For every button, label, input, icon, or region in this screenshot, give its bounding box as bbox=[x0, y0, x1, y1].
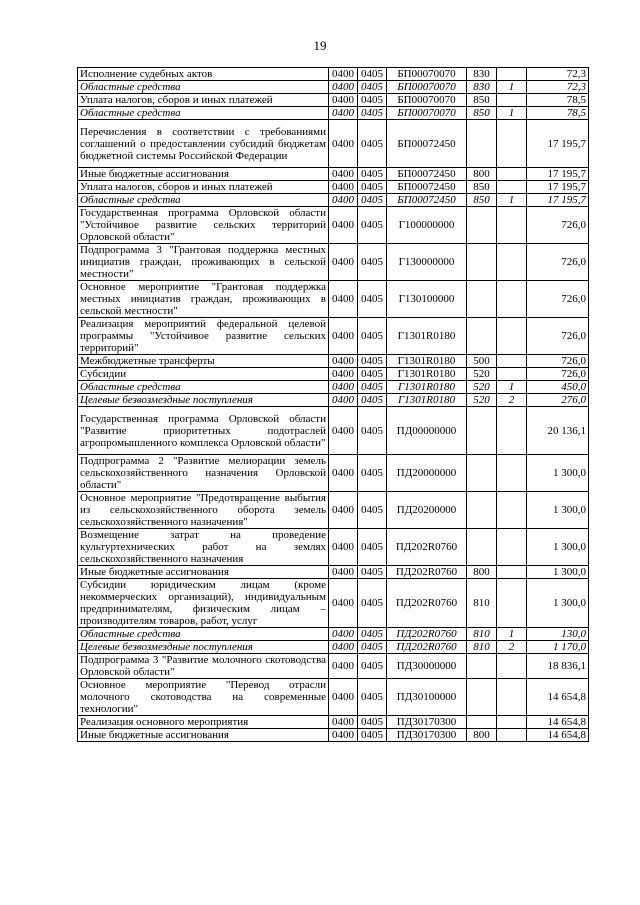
amount: 1 300,0 bbox=[527, 455, 589, 492]
target-article-code: БП00072450 bbox=[387, 168, 467, 181]
table-row bbox=[78, 68, 589, 81]
row-name: Иные бюджетные ассигнования bbox=[78, 729, 329, 742]
expense-type-code: 830 bbox=[467, 81, 497, 94]
target-article-code: БП00072450 bbox=[387, 181, 467, 194]
table-row bbox=[78, 492, 589, 529]
expense-type-code: 810 bbox=[467, 628, 497, 641]
section-code: 0400 bbox=[329, 566, 358, 579]
expense-type-code bbox=[467, 120, 497, 168]
target-article-code: БП00070070 bbox=[387, 94, 467, 107]
subsection-code: 0405 bbox=[358, 529, 387, 566]
source-code bbox=[497, 168, 527, 181]
subsection-code: 0405 bbox=[358, 407, 387, 455]
amount: 130,0 bbox=[527, 628, 589, 641]
section-code: 0400 bbox=[329, 641, 358, 654]
amount: 17 195,7 bbox=[527, 181, 589, 194]
expense-type-code bbox=[467, 318, 497, 355]
section-code: 0400 bbox=[329, 81, 358, 94]
table-row bbox=[78, 318, 589, 355]
section-code: 0400 bbox=[329, 318, 358, 355]
target-article-code: БП00070070 bbox=[387, 68, 467, 81]
table-row bbox=[78, 407, 589, 455]
expense-type-code bbox=[467, 654, 497, 679]
subsection-code: 0405 bbox=[358, 455, 387, 492]
source-code: 1 bbox=[497, 81, 527, 94]
subsection-code: 0405 bbox=[358, 120, 387, 168]
subsection-code: 0405 bbox=[358, 492, 387, 529]
table-row bbox=[78, 654, 589, 679]
table-row bbox=[78, 181, 589, 194]
subsection-code: 0405 bbox=[358, 641, 387, 654]
expense-type-code: 810 bbox=[467, 579, 497, 628]
expense-type-code bbox=[467, 207, 497, 244]
expense-type-code: 500 bbox=[467, 355, 497, 368]
budget-table bbox=[77, 67, 589, 742]
table-row bbox=[78, 716, 589, 729]
table-row bbox=[78, 394, 589, 407]
row-name: Государственная программа Орловской области "Развитие приоритетных подотраслей агропромышленного комплекса Орловской области" bbox=[78, 407, 329, 455]
source-code bbox=[497, 244, 527, 281]
table-row bbox=[78, 641, 589, 654]
target-article-code: Г130000000 bbox=[387, 244, 467, 281]
subsection-code: 0405 bbox=[358, 355, 387, 368]
target-article-code: ПД30000000 bbox=[387, 654, 467, 679]
target-article-code: Г1301R0180 bbox=[387, 318, 467, 355]
source-code bbox=[497, 120, 527, 168]
subsection-code: 0405 bbox=[358, 628, 387, 641]
amount: 726,0 bbox=[527, 368, 589, 381]
amount: 14 654,8 bbox=[527, 729, 589, 742]
table-row bbox=[78, 529, 589, 566]
section-code: 0400 bbox=[329, 355, 358, 368]
subsection-code: 0405 bbox=[358, 107, 387, 120]
subsection-code: 0405 bbox=[358, 94, 387, 107]
row-name: Областные средства bbox=[78, 81, 329, 94]
row-name: Уплата налогов, сборов и иных платежей bbox=[78, 94, 329, 107]
expense-type-code bbox=[467, 529, 497, 566]
row-name: Иные бюджетные ассигнования bbox=[78, 168, 329, 181]
amount: 17 195,7 bbox=[527, 168, 589, 181]
subsection-code: 0405 bbox=[358, 207, 387, 244]
subsection-code: 0405 bbox=[358, 368, 387, 381]
target-article-code: БП00070070 bbox=[387, 81, 467, 94]
section-code: 0400 bbox=[329, 94, 358, 107]
target-article-code: ПД202R0760 bbox=[387, 529, 467, 566]
row-name: Исполнение судебных актов bbox=[78, 68, 329, 81]
amount: 14 654,8 bbox=[527, 716, 589, 729]
subsection-code: 0405 bbox=[358, 654, 387, 679]
amount: 72,3 bbox=[527, 81, 589, 94]
source-code bbox=[497, 318, 527, 355]
amount: 1 170,0 bbox=[527, 641, 589, 654]
table-row bbox=[78, 368, 589, 381]
row-name: Основное мероприятие "Предотвращение выбытия из сельскохозяйственного оборота земель сельскохозяйственного назначения" bbox=[78, 492, 329, 529]
source-code bbox=[497, 368, 527, 381]
amount: 72,3 bbox=[527, 68, 589, 81]
source-code bbox=[497, 654, 527, 679]
expense-type-code: 520 bbox=[467, 394, 497, 407]
expense-type-code: 520 bbox=[467, 368, 497, 381]
amount: 726,0 bbox=[527, 207, 589, 244]
target-article-code: Г130100000 bbox=[387, 281, 467, 318]
source-code: 1 bbox=[497, 194, 527, 207]
amount: 20 136,1 bbox=[527, 407, 589, 455]
section-code: 0400 bbox=[329, 492, 358, 529]
source-code bbox=[497, 579, 527, 628]
expense-type-code: 850 bbox=[467, 94, 497, 107]
section-code: 0400 bbox=[329, 244, 358, 281]
source-code: 1 bbox=[497, 381, 527, 394]
subsection-code: 0405 bbox=[358, 566, 387, 579]
amount: 14 654,8 bbox=[527, 679, 589, 716]
section-code: 0400 bbox=[329, 729, 358, 742]
section-code: 0400 bbox=[329, 68, 358, 81]
expense-type-code: 850 bbox=[467, 181, 497, 194]
section-code: 0400 bbox=[329, 368, 358, 381]
section-code: 0400 bbox=[329, 407, 358, 455]
table-row bbox=[78, 194, 589, 207]
target-article-code: Г1301R0180 bbox=[387, 368, 467, 381]
subsection-code: 0405 bbox=[358, 244, 387, 281]
expense-type-code: 800 bbox=[467, 566, 497, 579]
subsection-code: 0405 bbox=[358, 168, 387, 181]
subsection-code: 0405 bbox=[358, 729, 387, 742]
subsection-code: 0405 bbox=[358, 181, 387, 194]
subsection-code: 0405 bbox=[358, 679, 387, 716]
source-code: 2 bbox=[497, 641, 527, 654]
expense-type-code bbox=[467, 679, 497, 716]
section-code: 0400 bbox=[329, 207, 358, 244]
source-code: 1 bbox=[497, 107, 527, 120]
table-row bbox=[78, 355, 589, 368]
subsection-code: 0405 bbox=[358, 281, 387, 318]
row-name: Областные средства bbox=[78, 107, 329, 120]
section-code: 0400 bbox=[329, 107, 358, 120]
row-name: Межбюджетные трансферты bbox=[78, 355, 329, 368]
row-name: Целевые безвозмездные поступления bbox=[78, 394, 329, 407]
target-article-code: ПД00000000 bbox=[387, 407, 467, 455]
section-code: 0400 bbox=[329, 194, 358, 207]
row-name: Субсидии bbox=[78, 368, 329, 381]
subsection-code: 0405 bbox=[358, 579, 387, 628]
section-code: 0400 bbox=[329, 529, 358, 566]
amount: 17 195,7 bbox=[527, 120, 589, 168]
target-article-code: БП00070070 bbox=[387, 107, 467, 120]
source-code bbox=[497, 455, 527, 492]
table-row bbox=[78, 281, 589, 318]
section-code: 0400 bbox=[329, 120, 358, 168]
source-code bbox=[497, 355, 527, 368]
subsection-code: 0405 bbox=[358, 68, 387, 81]
target-article-code: ПД20200000 bbox=[387, 492, 467, 529]
source-code bbox=[497, 207, 527, 244]
amount: 1 300,0 bbox=[527, 492, 589, 529]
row-name: Реализация основного мероприятия bbox=[78, 716, 329, 729]
expense-type-code: 830 bbox=[467, 68, 497, 81]
target-article-code: ПД30100000 bbox=[387, 679, 467, 716]
source-code bbox=[497, 566, 527, 579]
row-name: Подпрограмма 3 "Грантовая поддержка местных инициатив граждан, проживающих в сельской местности" bbox=[78, 244, 329, 281]
row-name: Субсидии юридическим лицам (кроме некоммерческих организаций), индивидуальным предпринимателям, физическим лицам – производителям товаров, работ, услуг bbox=[78, 579, 329, 628]
source-code bbox=[497, 729, 527, 742]
source-code bbox=[497, 407, 527, 455]
amount: 1 300,0 bbox=[527, 529, 589, 566]
target-article-code: Г100000000 bbox=[387, 207, 467, 244]
table-body bbox=[78, 68, 589, 742]
table-row bbox=[78, 207, 589, 244]
source-code bbox=[497, 679, 527, 716]
section-code: 0400 bbox=[329, 281, 358, 318]
section-code: 0400 bbox=[329, 381, 358, 394]
expense-type-code bbox=[467, 716, 497, 729]
section-code: 0400 bbox=[329, 679, 358, 716]
page-number: 19 bbox=[313, 38, 327, 53]
amount: 78,5 bbox=[527, 107, 589, 120]
source-code bbox=[497, 181, 527, 194]
table-row bbox=[78, 679, 589, 716]
source-code bbox=[497, 281, 527, 318]
amount: 276,0 bbox=[527, 394, 589, 407]
row-name: Государственная программа Орловской области "Устойчивое развитие сельских территорий Орловской области" bbox=[78, 207, 329, 244]
source-code bbox=[497, 94, 527, 107]
subsection-code: 0405 bbox=[358, 381, 387, 394]
row-name: Подпрограмма 2 "Развитие мелиорации земель сельскохозяйственного назначения Орловской области" bbox=[78, 455, 329, 492]
row-name: Возмещение затрат на проведение культуртехнических работ на землях сельскохозяйственного назначения bbox=[78, 529, 329, 566]
amount: 726,0 bbox=[527, 244, 589, 281]
row-name: Областные средства bbox=[78, 194, 329, 207]
row-name: Реализация мероприятий федеральной целевой программы "Устойчивое развитие сельских территорий" bbox=[78, 318, 329, 355]
source-code bbox=[497, 492, 527, 529]
table-row bbox=[78, 120, 589, 168]
row-name: Основное мероприятие "Перевод отрасли молочного скотоводства на современные технологии" bbox=[78, 679, 329, 716]
row-name: Подпрограмма 3 "Развитие молочного скотоводства Орловской области" bbox=[78, 654, 329, 679]
expense-type-code: 850 bbox=[467, 107, 497, 120]
source-code: 2 bbox=[497, 394, 527, 407]
subsection-code: 0405 bbox=[358, 194, 387, 207]
table-row bbox=[78, 579, 589, 628]
target-article-code: БП00072450 bbox=[387, 120, 467, 168]
subsection-code: 0405 bbox=[358, 716, 387, 729]
expense-type-code: 800 bbox=[467, 168, 497, 181]
table-row bbox=[78, 729, 589, 742]
target-article-code: БП00072450 bbox=[387, 194, 467, 207]
target-article-code: ПД30170300 bbox=[387, 729, 467, 742]
row-name: Перечисления в соответствии с требованиями соглашений о предоставлении субсидий бюджетам бюджетной системы Российской Федерации bbox=[78, 120, 329, 168]
subsection-code: 0405 bbox=[358, 81, 387, 94]
table-row bbox=[78, 81, 589, 94]
section-code: 0400 bbox=[329, 716, 358, 729]
table-row bbox=[78, 566, 589, 579]
target-article-code: ПД20000000 bbox=[387, 455, 467, 492]
section-code: 0400 bbox=[329, 628, 358, 641]
expense-type-code: 850 bbox=[467, 194, 497, 207]
target-article-code: ПД202R0760 bbox=[387, 641, 467, 654]
table-row bbox=[78, 381, 589, 394]
source-code bbox=[497, 716, 527, 729]
target-article-code: ПД30170300 bbox=[387, 716, 467, 729]
expense-type-code bbox=[467, 455, 497, 492]
amount: 450,0 bbox=[527, 381, 589, 394]
section-code: 0400 bbox=[329, 455, 358, 492]
expense-type-code: 800 bbox=[467, 729, 497, 742]
amount: 726,0 bbox=[527, 281, 589, 318]
section-code: 0400 bbox=[329, 394, 358, 407]
section-code: 0400 bbox=[329, 168, 358, 181]
amount: 17 195,7 bbox=[527, 194, 589, 207]
section-code: 0400 bbox=[329, 579, 358, 628]
table-row bbox=[78, 455, 589, 492]
expense-type-code bbox=[467, 244, 497, 281]
row-name: Иные бюджетные ассигнования bbox=[78, 566, 329, 579]
table-row bbox=[78, 628, 589, 641]
table-row bbox=[78, 168, 589, 181]
target-article-code: ПД202R0760 bbox=[387, 566, 467, 579]
row-name: Основное мероприятие "Грантовая поддержка местных инициатив граждан, проживающих в сельской местности" bbox=[78, 281, 329, 318]
subsection-code: 0405 bbox=[358, 394, 387, 407]
target-article-code: Г1301R0180 bbox=[387, 394, 467, 407]
source-code bbox=[497, 529, 527, 566]
expense-type-code bbox=[467, 407, 497, 455]
table-row bbox=[78, 107, 589, 120]
target-article-code: Г1301R0180 bbox=[387, 381, 467, 394]
expense-type-code: 810 bbox=[467, 641, 497, 654]
expense-type-code bbox=[467, 492, 497, 529]
row-name: Уплата налогов, сборов и иных платежей bbox=[78, 181, 329, 194]
section-code: 0400 bbox=[329, 181, 358, 194]
target-article-code: ПД202R0760 bbox=[387, 579, 467, 628]
table-row bbox=[78, 244, 589, 281]
expense-type-code bbox=[467, 281, 497, 318]
expense-type-code: 520 bbox=[467, 381, 497, 394]
subsection-code: 0405 bbox=[358, 318, 387, 355]
source-code bbox=[497, 68, 527, 81]
amount: 1 300,0 bbox=[527, 566, 589, 579]
amount: 78,5 bbox=[527, 94, 589, 107]
target-article-code: ПД202R0760 bbox=[387, 628, 467, 641]
amount: 726,0 bbox=[527, 318, 589, 355]
row-name: Областные средства bbox=[78, 628, 329, 641]
amount: 726,0 bbox=[527, 355, 589, 368]
target-article-code: Г1301R0180 bbox=[387, 355, 467, 368]
row-name: Целевые безвозмездные поступления bbox=[78, 641, 329, 654]
table-row bbox=[78, 94, 589, 107]
row-name: Областные средства bbox=[78, 381, 329, 394]
amount: 18 836,1 bbox=[527, 654, 589, 679]
amount: 1 300,0 bbox=[527, 579, 589, 628]
section-code: 0400 bbox=[329, 654, 358, 679]
source-code: 1 bbox=[497, 628, 527, 641]
